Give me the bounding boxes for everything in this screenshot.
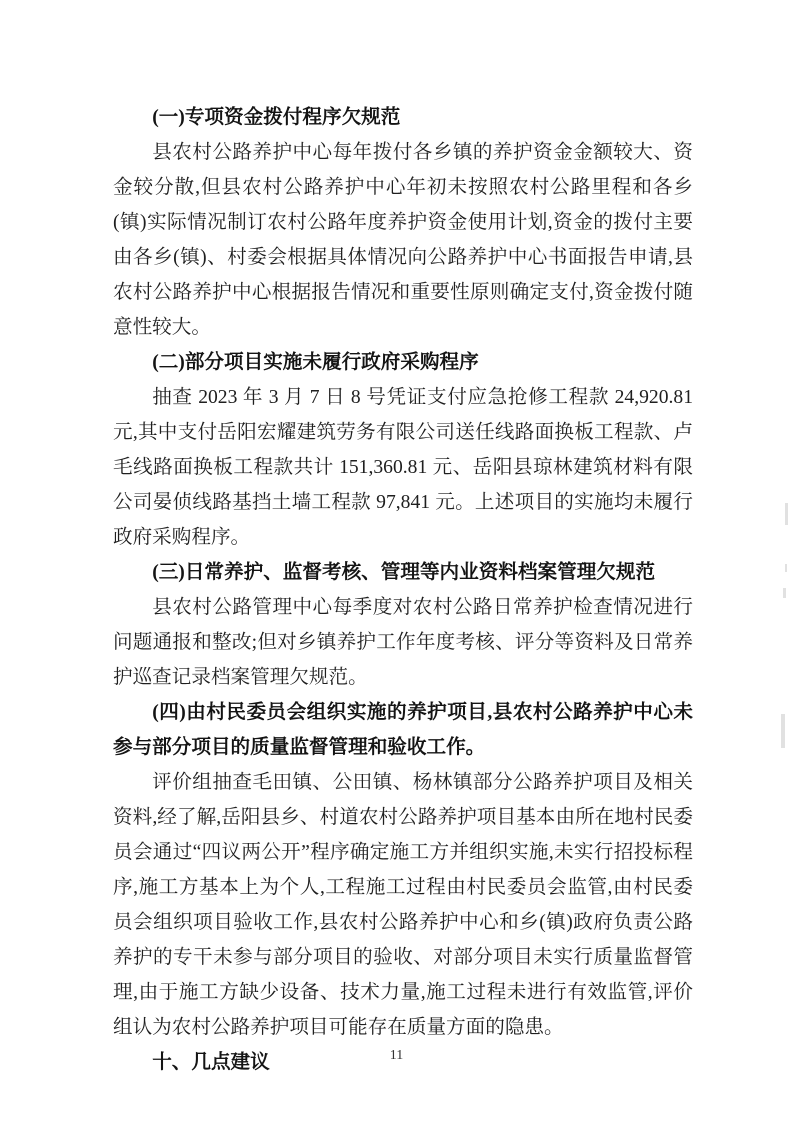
document-content [113,100,693,1080]
section-paragraph-2: 抽查 2023 年 3 月 7 日 8 号凭证支付应急抢修工程款 24,920.81 元,其中支付岳阳宏耀建筑劳务有限公司送任线路面换板工程款、卢毛线路面换板工程款共计 151,360.81 元、岳阳县琼林建筑材料有限公司晏侦线路基挡土墙工程款 97,841 元。上述项目的实施均未履行政府采购程序。 [113,387,693,548]
section-paragraph-3: 县农村公路管理中心每季度对农村公路日常养护检查情况进行问题通报和整改;但对乡镇养护工作年度考核、评分等资料及日常养护巡查记录档案管理欠规范。 [113,597,693,688]
section-heading-1: (一)专项资金拨付程序欠规范 [152,107,401,128]
scan-artifact [783,588,786,598]
section-heading-3: (三)日常养护、监督考核、管理等内业资料档案管理欠规范 [152,562,656,583]
page-number: 11 [389,1048,404,1063]
section-heading-5: 十、几点建议 [152,1052,270,1073]
section-heading-2: (二)部分项目实施未履行政府采购程序 [152,352,479,373]
section-heading-4: (四)由村民委员会组织实施的养护项目,县农村公路养护中心未参与部分项目的质量监督管理和验收工作。 [113,702,693,758]
section-paragraph-1: 县农村公路养护中心每年拨付各乡镇的养护资金金额较大、资金较分散,但县农村公路养护中心年初未按照农村公路里程和各乡(镇)实际情况制订农村公路年度养护资金使用计划,资金的拨付主要由各乡(镇)、村委会根据具体情况向公路养护中心书面报告申请,县农村公路养护中心根据报告情况和重要性原则确定支付,资金拨付随意性较大。 [113,142,693,338]
section-paragraph-4: 评价组抽查毛田镇、公田镇、杨林镇部分公路养护项目及相关资料,经了解,岳阳县乡、村道农村公路养护项目基本由所在地村民委员会通过“四议两公开”程序确定施工方并组织实施,未实行招投标程序,施工方基本上为个人,工程施工过程由村民委员会监管,由村民委员会组织项目验收工作,县农村公路养护中心和乡(镇)政府负责公路养护的专干未参与部分项目的验收、对部分项目未实行质量监督管理,由于施工方缺少设备、技术力量,施工过程未进行有效监管,评价组认为农村公路养护项目可能存在质量方面的隐患。 [113,772,693,1038]
scan-artifact [785,503,788,525]
scan-artifact [785,564,787,572]
scan-artifact [781,714,785,748]
